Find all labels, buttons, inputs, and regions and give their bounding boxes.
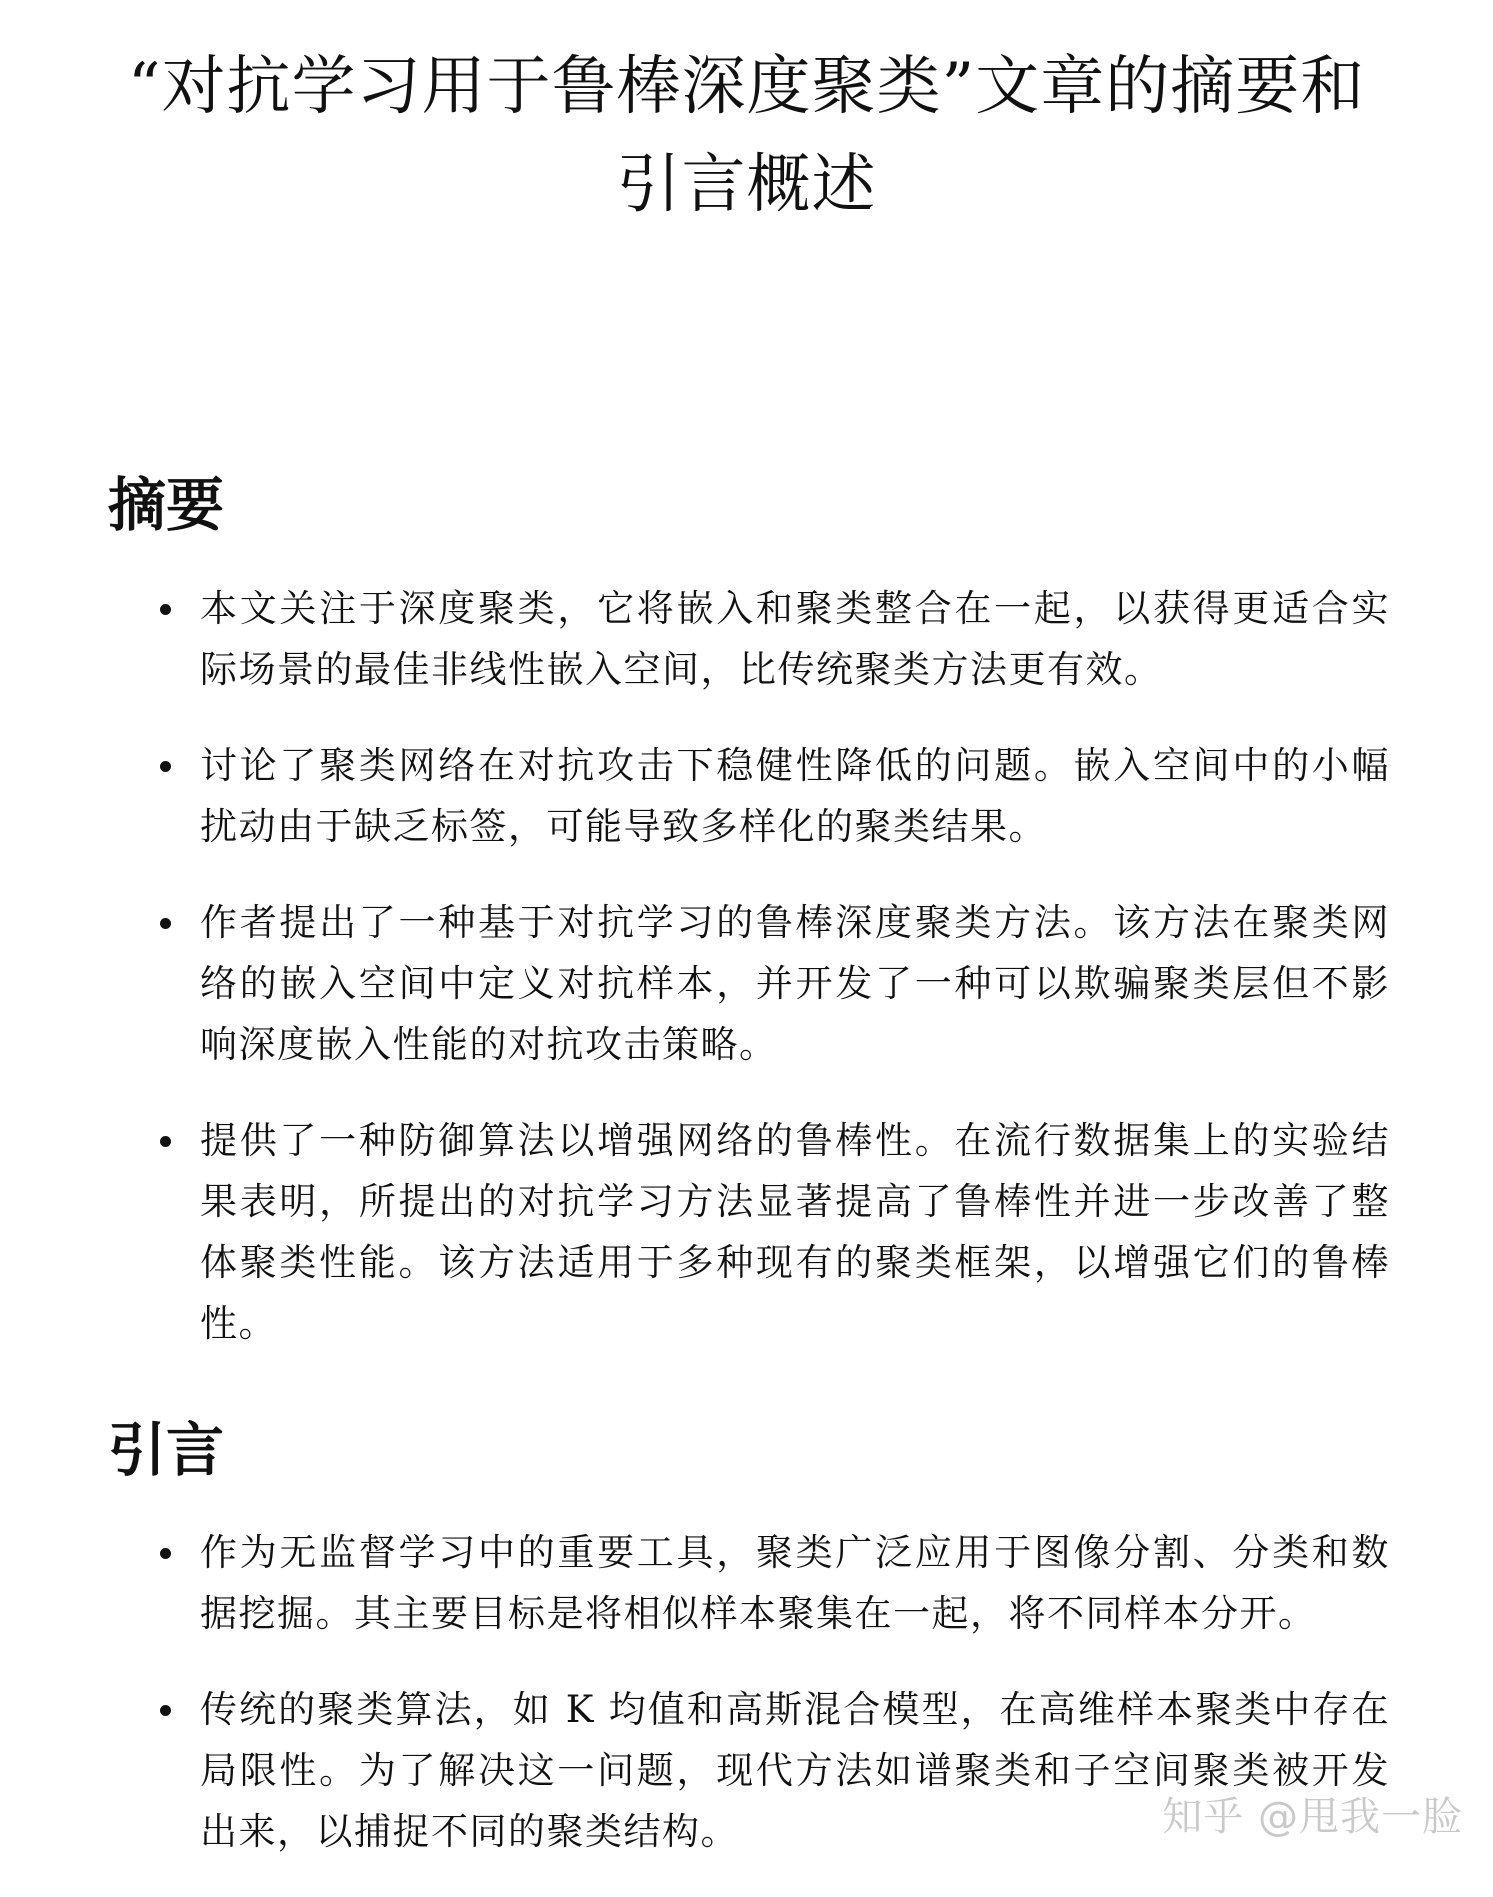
- list-item: [0, 892, 1390, 1075]
- list-item: [0, 578, 1390, 700]
- list-item-text: 本文关注于深度聚类，它将嵌入和聚类整合在一起，以获得更适合实际场景的最佳非线性嵌入空间，比传统聚类方法更有效。: [200, 587, 1390, 691]
- document-title: “对抗学习用于鲁棒深度聚类”文章的摘要和引言概述: [127, 50, 1366, 222]
- list-item-text: 作者提出了一种基于对抗学习的鲁棒深度聚类方法。该方法在聚类网络的嵌入空间中定义对抗样本，并开发了一种可以欺骗聚类层但不影响深度嵌入性能的对抗攻击策略。: [200, 901, 1390, 1066]
- list-item-text: 提供了一种防御算法以增强网络的鲁棒性。在流行数据集上的实验结果表明，所提出的对抗学习方法显著提高了鲁棒性并进一步改善了整体聚类性能。该方法适用于多种现有的聚类框架，以增强它们的鲁棒性。: [200, 1119, 1390, 1345]
- list-item: [0, 1522, 1390, 1644]
- list-item-text: 作为无监督学习中的重要工具，聚类广泛应用于图像分割、分类和数据挖掘。其主要目标是将相似样本聚集在一起，将不同样本分开。: [200, 1531, 1390, 1635]
- bullet-icon: [160, 918, 171, 929]
- introduction-heading: 引言: [108, 1416, 225, 1484]
- list-item-text: 传统的聚类算法，如 K 均值和高斯混合模型，在高维样本聚类中存在局限性。为了解决这一问题，现代方法如谱聚类和子空间聚类被开发出来，以捕捉不同的聚类结构。: [200, 1688, 1390, 1853]
- bullet-icon: [160, 1136, 171, 1147]
- abstract-list: [0, 578, 1493, 1389]
- watermark: 知乎 @甩我一脸: [1162, 1794, 1463, 1840]
- bullet-icon: [160, 761, 171, 772]
- list-item-text: 讨论了聚类网络在对抗攻击下稳健性降低的问题。嵌入空间中的小幅扰动由于缺乏标签，可能导致多样化的聚类结果。: [200, 744, 1390, 848]
- abstract-heading: 摘要: [108, 471, 225, 539]
- bullet-icon: [160, 604, 171, 615]
- bullet-icon: [160, 1705, 171, 1716]
- list-item: [0, 1110, 1390, 1354]
- list-item: [0, 735, 1390, 857]
- bullet-icon: [160, 1548, 171, 1559]
